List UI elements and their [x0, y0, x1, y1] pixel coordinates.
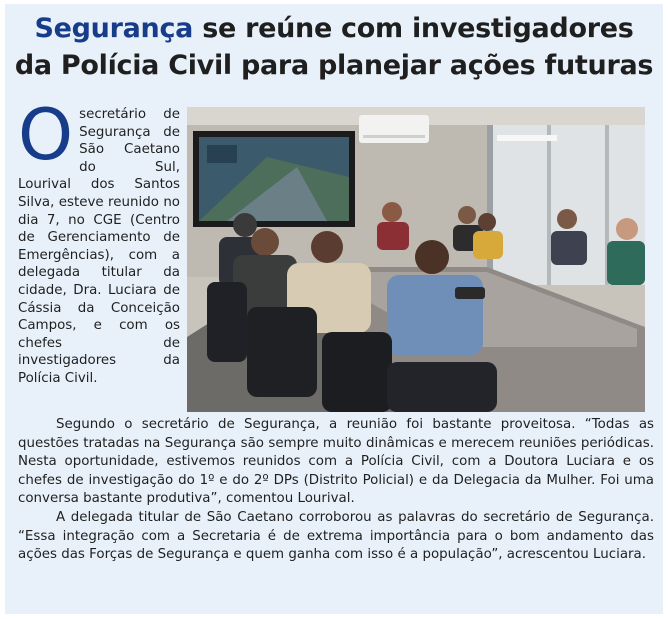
headline-accent: Segurança [34, 13, 194, 44]
article-page [5, 4, 663, 614]
meeting-photo-illustration [187, 107, 645, 412]
drop-cap: O [18, 94, 74, 176]
headline-line1-rest: se reúne com investigadores [193, 13, 634, 44]
body-paragraph: Segundo o secretário de Segurança, a reunião foi bastante proveitosa. “Todas as questões tratadas na Segurança são sempre muito dinâmicas e merecem reuniões periódicas. Nesta oportunidade, estivemos reunidos com a Polícia Civil, com a Doutora Luciara e os chefes de investigação do 1º e do 2º DPs (Distrito Policial) e da Delegacia da Mulher. Foi uma conversa bastante produtiva”, comentou Lourival. [18, 417, 654, 507]
article-headline [5, 10, 663, 84]
meeting-photo [187, 107, 645, 412]
headline-line2: da Polícia Civil para planejar ações futuras [14, 50, 654, 81]
body-paragraph: A delegada titular de São Caetano corroborou as palavras do secretário de Segurança. “Essa integração com a Secretaria é de extrema importância para o bom andamento das ações das Forças de Segurança e quem ganha com isso é a população”, acrescentou Luciara. [18, 509, 654, 563]
lead-paragraph [18, 94, 180, 388]
article-body [18, 416, 654, 565]
lead-text: secretário de Segurança de São Caetano do Sul, Lourival dos Santos Silva, esteve reunido no dia 7, no CGE (Centro de Gerenciamento de Emergências), com a delegada titular da cidade, Dra. Luciara de Cássia da Conceição Campos, e com os chefes de investigadores da Polícia Civil. [18, 107, 180, 386]
